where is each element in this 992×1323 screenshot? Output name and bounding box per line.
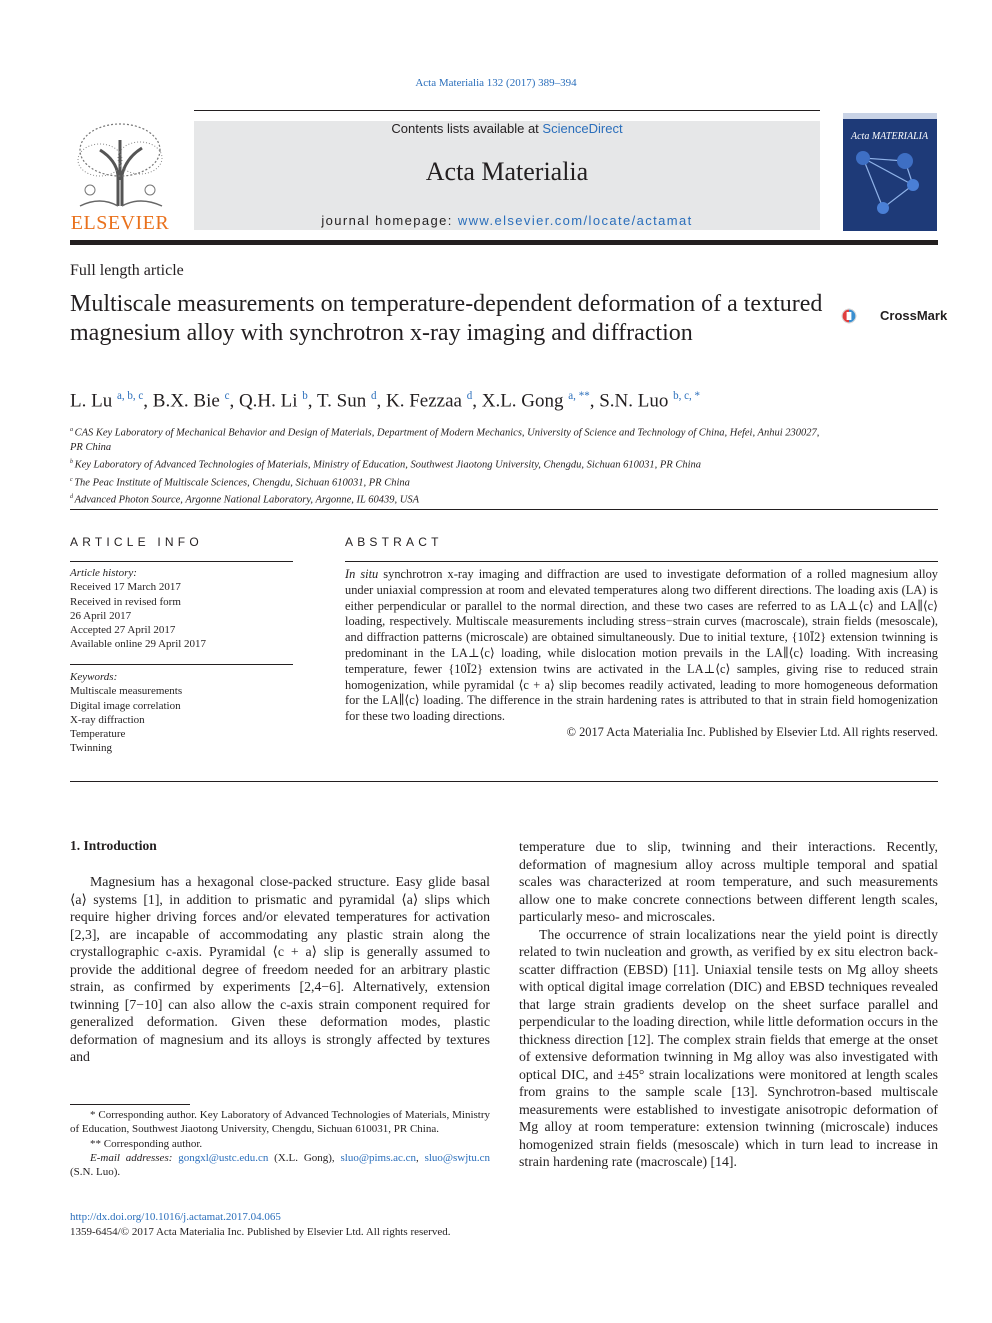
history-item: Accepted 27 April 2017 bbox=[70, 624, 176, 637]
journal-name: Acta Materialia bbox=[425, 157, 589, 186]
abstract-body: synchrotron x-ray imaging and diffraction are used to investigate deformation of a rolled magnesium alloy under uniaxial compression at room and elevated temperatures along two different directions. The loading axis (LA) is either perpendicular or parallel to the normal direction, and these two cases are referred to as LA⊥⟨c⟩ and LA∥⟨c⟩ loading, respectively. Multiscale measurements including stress−strain curves (macroscale), strain fields (mesoscale), and diffraction patterns (microscale) are obtained simultaneously. Due to initial texture, {10Ī2} extension twinning is predominant in the LA⊥⟨c⟩ loading, while dislocation motion prevails in the LA∥⟨c⟩ loading. With increasing temperature, fewer {10Ī2} extension twins are activated in the LA⊥⟨c⟩ samples, giving rise to reduced strain homogenization, while pyramidal ⟨c + a⟩ slip becomes readily activated, leading to more homogeneous deformation for the LA∥⟨c⟩ loading. The difference in the strain hardening rates is attributed to that in strain field homogenization for these two loading directions. bbox=[345, 567, 938, 724]
intro-paragraph: Magnesium has a hexagonal close-packed structure. Easy glide basal ⟨a⟩ systems [1], in addition to prismatic and pyramidal ⟨a⟩ slips which require higher driving forces and/or elevated temperatures for activation [2,3], are incapable of accommodating any plastic strain along the crystallographic c-axis. Pyramidal ⟨c + a⟩ slip is generally assumed to provide the additional degree of freedom needed for an arbitrary plastic strain, as confirmed by experiments [2,4−6]. Alternatively, extension twinning [7−10] can also allow the c-axis strain component required for generalized deformation. Given these deformation modes, plastic deformation of magnesium and its alloys is strongly affected by textures and bbox=[70, 874, 490, 1064]
author-affiliation-marks[interactable]: d bbox=[466, 390, 473, 402]
affiliation-mark: a bbox=[70, 427, 75, 433]
author-name: S.N. Luo bbox=[599, 390, 674, 412]
abstract-rule bbox=[345, 561, 938, 562]
journal-cover-image bbox=[843, 113, 937, 231]
affiliations bbox=[70, 423, 830, 508]
author-name: K. Fezzaa bbox=[386, 390, 467, 412]
crossmark-label[interactable]: CrossMark bbox=[880, 308, 948, 323]
corresponding-author-note: * Corresponding author. Key Laboratory of Advanced Technologies of Materials, Ministry of Education, Southwest Jiaotong University, Chengdu, Sichuan 610031, PR China. bbox=[70, 1109, 490, 1136]
info-rule bbox=[70, 664, 293, 665]
header-thick-rule bbox=[70, 240, 938, 245]
affiliation-text: The Peac Institute of Multiscale Sciences, Chengdu, Sichuan 610031, PR China bbox=[74, 477, 410, 489]
affiliation-mark: c bbox=[70, 476, 75, 483]
journal-banner bbox=[194, 121, 820, 230]
introduction-heading: 1. Introduction bbox=[70, 838, 157, 853]
abstract-copyright: © 2017 Acta Materialia Inc. Published by Elsevier Ltd. All rights reserved. bbox=[566, 724, 938, 739]
affiliation-text: CAS Key Laboratory of Mechanical Behavior and Design of Materials, Department of Modern Mechanics, University of Science and Technology of China, Hefei, Anhui 230027, PR China bbox=[70, 427, 820, 453]
author-affiliation-marks[interactable]: a, ** bbox=[568, 390, 590, 402]
abstract-text bbox=[345, 567, 938, 741]
keywords bbox=[70, 670, 293, 756]
affiliation-mark: b bbox=[70, 458, 75, 465]
abstract-heading: ABSTRACT bbox=[345, 535, 443, 549]
corresponding-author-note: ** Corresponding author. bbox=[90, 1137, 203, 1150]
author-affiliation-marks[interactable]: c bbox=[224, 390, 230, 402]
elsevier-wordmark: ELSEVIER bbox=[70, 212, 170, 234]
article-info-heading: ARTICLE INFO bbox=[70, 535, 203, 549]
keyword-item: Digital image correlation bbox=[70, 699, 181, 712]
author-name: B.X. Bie bbox=[152, 390, 225, 412]
footnote-rule bbox=[70, 1104, 190, 1105]
email-link[interactable]: gongxl@ustc.edu.cn bbox=[178, 1151, 269, 1164]
affiliation-item bbox=[70, 423, 830, 455]
affiliation-text: Advanced Photon Source, Argonne National Laboratory, Argonne, IL 60439, USA bbox=[74, 494, 420, 506]
article-history bbox=[70, 566, 293, 652]
history-item: Received in revised form bbox=[70, 595, 181, 608]
keyword-item: X-ray diffraction bbox=[70, 713, 145, 726]
doi-link[interactable]: http://dx.doi.org/10.1016/j.actamat.2017.04.065 bbox=[70, 1211, 281, 1223]
article-title: Multiscale measurements on temperature-dependent deformation of a textured magnesium alloy with synchrotron x-ray imaging and diffraction bbox=[70, 291, 823, 346]
keyword-item: Temperature bbox=[70, 728, 126, 741]
author-list: L. Lu $^{a, b, c}$, B.X. Bie $^c$, Q.H. Li $^b$, T. Sun $^d$, K. Fezzaa $^d$, X.L. Gong $^{a, **}$, S.N. Luo $^{b, c, *}$ bbox=[70, 390, 701, 412]
author-affiliation-marks[interactable]: b, c, * bbox=[673, 390, 701, 402]
intro-column-2 bbox=[519, 838, 938, 1171]
affiliation-item bbox=[70, 490, 830, 508]
history-item: 26 April 2017 bbox=[70, 609, 132, 622]
header-rule bbox=[194, 110, 820, 111]
affiliation-text: Key Laboratory of Advanced Technologies of Materials, Ministry of Education, Southwest Jiaotong University, Chengdu, Sichuan 610031, PR China bbox=[74, 459, 702, 471]
journal-homepage: journal homepage: www.elsevier.com/locate/actamat bbox=[321, 213, 693, 228]
keyword-item: Multiscale measurements bbox=[70, 685, 183, 698]
cover-title: Acta MATERIALIA bbox=[851, 131, 929, 142]
email-link[interactable]: sluo@pims.ac.cn bbox=[340, 1151, 416, 1164]
history-item: Received 17 March 2017 bbox=[70, 581, 181, 594]
affiliation-mark: d bbox=[70, 494, 75, 501]
sciencedirect-link[interactable]: ScienceDirect bbox=[542, 121, 623, 136]
affiliation-item bbox=[70, 473, 830, 491]
author-affiliation-marks[interactable]: b bbox=[302, 390, 308, 402]
history-item: Available online 29 April 2017 bbox=[70, 638, 207, 651]
author-affiliation-marks[interactable]: d bbox=[370, 390, 377, 402]
author-affiliation-marks[interactable]: a, b, c bbox=[116, 390, 144, 402]
article-type: Full length article bbox=[70, 262, 184, 279]
footnotes bbox=[70, 1108, 490, 1179]
keywords-label: Keywords: bbox=[70, 671, 118, 683]
email-link[interactable]: sluo@swjtu.cn bbox=[424, 1151, 490, 1164]
author-name: L. Lu bbox=[70, 390, 117, 412]
issn-line: 1359-6454/© 2017 Acta Materialia Inc. Published by Elsevier Ltd. All rights reserved. bbox=[70, 1226, 451, 1238]
info-rule bbox=[70, 561, 293, 562]
abstract-end-rule bbox=[70, 781, 938, 782]
affiliation-item bbox=[70, 455, 830, 473]
email-addresses: E-mail addresses: gongxl@ustc.edu.cn (X.L. Gong), sluo@pims.ac.cn, sluo@swjtu.cn (S.N. Luo). bbox=[70, 1151, 490, 1179]
contents-line: Contents lists available at ScienceDirect bbox=[391, 121, 623, 136]
crossmark-icon[interactable] bbox=[841, 296, 881, 336]
author-name: X.L. Gong bbox=[481, 390, 569, 412]
author-name: Q.H. Li bbox=[238, 390, 303, 412]
abstract-lead: In situ bbox=[345, 567, 379, 581]
intro-paragraph: The occurrence of strain localizations near the yield point is directly related to twin nucleation and growth, as verified by ex situ electron back-scatter diffraction (EBSD) [11]. Uniaxial tensile tests on Mg alloy sheets with optical digital image correlation (DIC) and EBSD techniques revealed that large strain gradients develop on the sheet surface parallel and perpendicular to the loading direction, while little deformation occurs in the thickness direction [12]. The complex strain fields that emerge at the onset of extensive deformation twinning in Mg alloy was also investigated with optical DIC, and ±45° strain localizations were monitored at length scales from grains to the sample scale [13]. Synchrotron-based multiscale measurements were established to investigate anisotropic deformation of Mg alloy at room temperature: extension twinning (microscale) induces homogenized strain fields (mesoscale) which in turn lead to increase in strain hardening rate (macroscale) [14]. bbox=[519, 926, 938, 1169]
history-label: Article history: bbox=[70, 567, 137, 579]
journal-reference[interactable]: Acta Materialia 132 (2017) 389–394 bbox=[415, 77, 577, 89]
section-rule bbox=[70, 509, 938, 510]
intro-paragraph: temperature due to slip, twinning and their interactions. Recently, deformation of magnesium alloy across multiple temporal and spatial scales was characterized at room temperature, and such measurements allow one to make concrete connections between different length scales, particularly meso- and microscales. bbox=[519, 839, 938, 924]
author-name: T. Sun bbox=[316, 390, 371, 412]
keyword-item: Twinning bbox=[70, 742, 113, 755]
homepage-link[interactable]: www.elsevier.com/locate/actamat bbox=[457, 213, 693, 228]
